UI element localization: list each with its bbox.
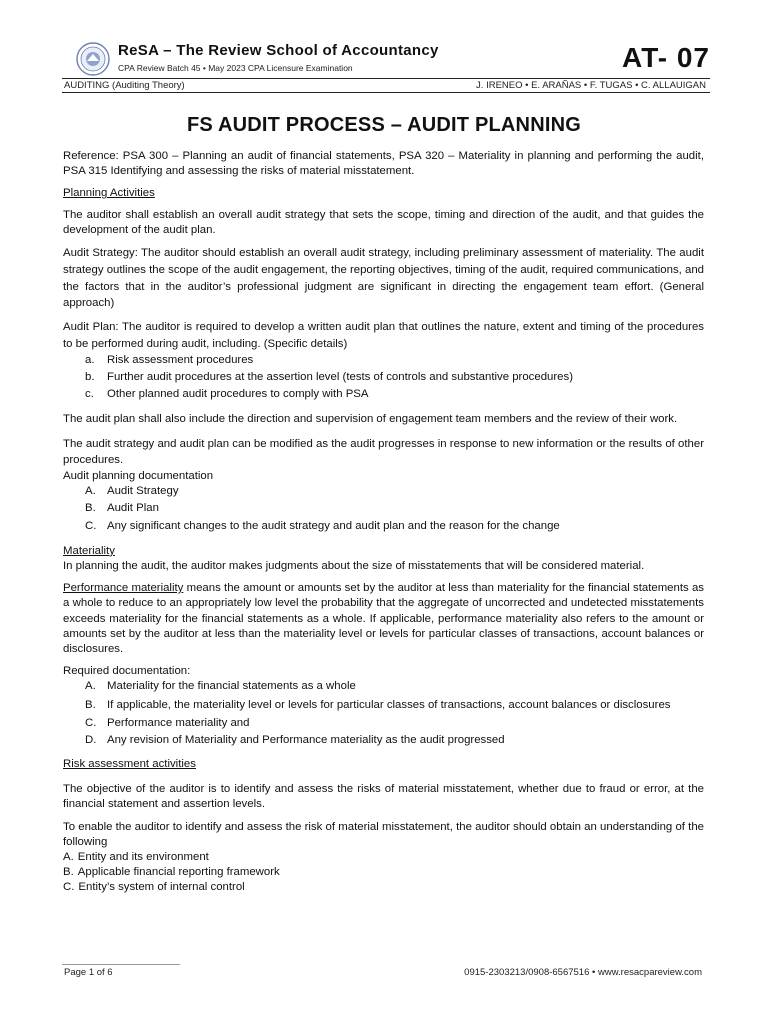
list-item: D. Any revision of Materiality and Performance materiality as the audit progressed: [85, 733, 505, 746]
resa-logo-seal: [76, 42, 110, 76]
list-item: A. Entity and its environment: [63, 850, 209, 863]
list-item: b. Further audit procedures at the assertion level (tests of controls and substantive procedures): [85, 371, 573, 383]
materiality-paragraph: In planning the audit, the auditor makes judgments about the size of misstatements that will be considered material.: [63, 559, 645, 572]
document-code: AT- 07: [622, 42, 710, 73]
list-item: A. Audit Strategy: [85, 485, 179, 498]
page-number: Page 1 of 6: [64, 967, 113, 978]
list-item: A. Materiality for the financial statements as a whole: [85, 680, 356, 693]
list-item: c. Other planned audit procedures to comply with PSA: [85, 388, 369, 401]
list-item: C. Entity’s system of internal control: [63, 881, 245, 894]
list-item: B. Audit Plan: [85, 502, 159, 515]
list-item: B. Applicable financial reporting framework: [63, 866, 280, 879]
audit-plan-list: [63, 353, 704, 403]
authors-label: J. IRENEO • E. ARAÑAS • F. TUGAS • C. ALLAUIGAN: [476, 80, 706, 91]
reference-paragraph: Reference: PSA 300 – Planning an audit of financial statements, PSA 320 – Materiality in planning and performing the audit, PSA 315 Identifying and assessing the risks of material misstatement.: [63, 150, 704, 178]
required-documentation-list: [63, 679, 704, 748]
page-title: FS AUDIT PROCESS – AUDIT PLANNING: [186, 114, 582, 136]
risk-objective-paragraph: The objective of the auditor is to identify and assess the risks of material misstatement, whether due to fraud or error, at the financial statement and assertion levels.: [63, 783, 704, 811]
header-rule-top: [62, 78, 710, 79]
planning-paragraph-1: The auditor shall establish an overall audit strategy that sets the scope, timing and direction of the audit, and that guides the development of the audit plan.: [63, 208, 704, 236]
list-item: a. Risk assessment procedures: [85, 353, 254, 366]
audit-strategy-paragraph: Audit Strategy: The auditor should establish an overall audit strategy, including preliminary assessment of materiality. The audit strategy outlines the scope of the audit engagement, the reporting objectives, timing of the audit, required communications, and the factors that in the auditor’s professional judgment are significant in directing the engagement team effort. (General approach): [63, 247, 704, 310]
school-name: ReSA – The Review School of Accountancy: [118, 42, 439, 59]
audit-plan-supervision-paragraph: The audit plan shall also include the direction and supervision of engagement team members and the review of their work.: [63, 413, 678, 426]
risk-understanding-paragraph: To enable the auditor to identify and assess the risk of material misstatement, the auditor should obtain an understanding of the following: [63, 820, 704, 848]
footer-rule: [62, 964, 180, 965]
risk-understanding-list: [63, 850, 704, 896]
header-rule-bottom: [62, 92, 710, 93]
list-item: C. Performance materiality and: [85, 716, 250, 729]
footer-contact: 0915-2303213/0908-6567516 • www.resacpareview.com: [464, 967, 702, 978]
modification-paragraph: The audit strategy and audit plan can be modified as the audit progresses in response to new information or the results of other procedures.: [63, 437, 704, 467]
list-item: B. If applicable, the materiality level or levels for particular classes of transactions, account balances or disclosures: [85, 698, 671, 711]
required-documentation-heading: Required documentation:: [63, 665, 191, 678]
document-body: [63, 149, 704, 904]
list-item: C. Any significant changes to the audit strategy and audit plan and the reason for the change: [85, 519, 560, 532]
planning-activities-heading: Planning Activities: [63, 187, 155, 200]
review-batch-tagline: CPA Review Batch 45 • May 2023 CPA Licensure Examination: [118, 63, 353, 73]
audit-planning-documentation-heading: Audit planning documentation: [63, 469, 214, 482]
performance-materiality-term: Performance materiality: [63, 582, 184, 595]
performance-materiality-paragraph: Performance materiality means the amount or amounts set by the auditor at less than materiality for the financial statements as a whole to reduce to an appropriately low level the probability that the aggregate of uncorrected and undetected misstatements exceeds materiality for the financial statements as a whole. If applicable, performance materiality also refers to the amount or amounts set by the auditor at less than the materiality level or levels for particular classes of transactions, account balances or disclosures.: [63, 582, 704, 655]
materiality-heading: Materiality: [63, 544, 115, 557]
subject-label: AUDITING (Auditing Theory): [64, 80, 185, 91]
risk-assessment-heading: Risk assessment activities: [63, 757, 196, 770]
audit-planning-documentation-list: [63, 484, 704, 534]
audit-plan-paragraph: Audit Plan: The auditor is required to develop a written audit plan that outlines the nature, extent and timing of the procedures to be performed during audit, including. (Specific details): [63, 321, 704, 350]
